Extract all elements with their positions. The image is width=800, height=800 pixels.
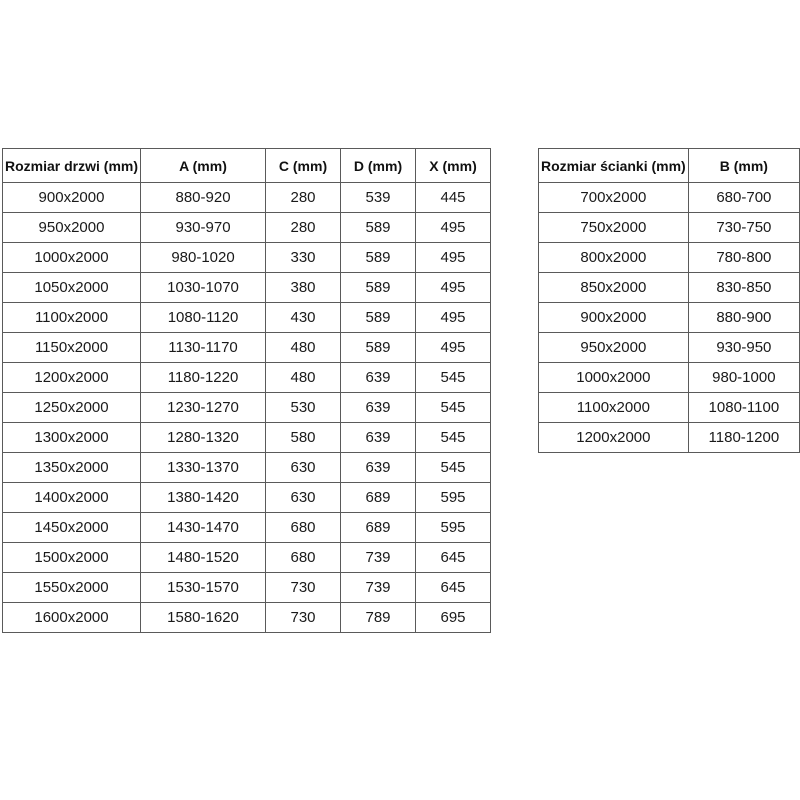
column-header: C (mm) xyxy=(266,149,341,183)
table-cell: 430 xyxy=(266,303,341,333)
table-cell: 639 xyxy=(341,423,416,453)
table-cell: 1100x2000 xyxy=(3,303,141,333)
table-cell: 1180-1200 xyxy=(688,423,799,453)
table-cell: 280 xyxy=(266,183,341,213)
table-cell: 495 xyxy=(416,303,491,333)
table-cell: 930-950 xyxy=(688,333,799,363)
table-cell: 830-850 xyxy=(688,273,799,303)
table-cell: 1080-1120 xyxy=(141,303,266,333)
table-cell: 739 xyxy=(341,543,416,573)
table-cell: 630 xyxy=(266,453,341,483)
table-cell: 1400x2000 xyxy=(3,483,141,513)
table-cell: 850x2000 xyxy=(539,273,689,303)
table-cell: 1080-1100 xyxy=(688,393,799,423)
table-cell: 739 xyxy=(341,573,416,603)
table-cell: 900x2000 xyxy=(539,303,689,333)
table-row xyxy=(539,423,800,453)
table-cell: 1230-1270 xyxy=(141,393,266,423)
table-row xyxy=(3,303,491,333)
table-cell: 1200x2000 xyxy=(3,363,141,393)
table-cell: 730-750 xyxy=(688,213,799,243)
table-cell: 380 xyxy=(266,273,341,303)
table-row xyxy=(539,243,800,273)
table-row xyxy=(3,333,491,363)
table-cell: 700x2000 xyxy=(539,183,689,213)
table-cell: 280 xyxy=(266,213,341,243)
table-cell: 980-1000 xyxy=(688,363,799,393)
table-cell: 595 xyxy=(416,483,491,513)
table-cell: 530 xyxy=(266,393,341,423)
table-cell: 480 xyxy=(266,363,341,393)
table-row xyxy=(3,453,491,483)
table-row xyxy=(3,423,491,453)
table-cell: 950x2000 xyxy=(539,333,689,363)
table-cell: 545 xyxy=(416,393,491,423)
table-cell: 330 xyxy=(266,243,341,273)
table-cell: 730 xyxy=(266,603,341,633)
table-cell: 545 xyxy=(416,363,491,393)
table-cell: 680 xyxy=(266,543,341,573)
table-cell: 1450x2000 xyxy=(3,513,141,543)
table-row xyxy=(3,513,491,543)
table-cell: 980-1020 xyxy=(141,243,266,273)
column-header: Rozmiar ścianki (mm) xyxy=(539,149,689,183)
table-cell: 1600x2000 xyxy=(3,603,141,633)
table-cell: 580 xyxy=(266,423,341,453)
table-row xyxy=(3,393,491,423)
table-row xyxy=(539,333,800,363)
table-cell: 589 xyxy=(341,213,416,243)
table-cell: 780-800 xyxy=(688,243,799,273)
table-row xyxy=(3,573,491,603)
table-cell: 1530-1570 xyxy=(141,573,266,603)
table-cell: 880-920 xyxy=(141,183,266,213)
column-header: D (mm) xyxy=(341,149,416,183)
table-row xyxy=(3,483,491,513)
table-cell: 1300x2000 xyxy=(3,423,141,453)
table-cell: 589 xyxy=(341,273,416,303)
table-cell: 1030-1070 xyxy=(141,273,266,303)
header-row xyxy=(539,149,800,183)
table-row xyxy=(3,213,491,243)
table-row xyxy=(3,273,491,303)
table-cell: 800x2000 xyxy=(539,243,689,273)
table-cell: 1430-1470 xyxy=(141,513,266,543)
table-cell: 1200x2000 xyxy=(539,423,689,453)
table-cell: 1330-1370 xyxy=(141,453,266,483)
table-cell: 789 xyxy=(341,603,416,633)
table-cell: 539 xyxy=(341,183,416,213)
table-cell: 589 xyxy=(341,303,416,333)
table-cell: 1380-1420 xyxy=(141,483,266,513)
table-cell: 639 xyxy=(341,393,416,423)
table-cell: 639 xyxy=(341,453,416,483)
table-cell: 1500x2000 xyxy=(3,543,141,573)
table-cell: 689 xyxy=(341,513,416,543)
table-cell: 1480-1520 xyxy=(141,543,266,573)
header-row xyxy=(3,149,491,183)
table-row xyxy=(3,363,491,393)
table-cell: 639 xyxy=(341,363,416,393)
table-cell: 495 xyxy=(416,213,491,243)
table-cell: 645 xyxy=(416,573,491,603)
table-cell: 1180-1220 xyxy=(141,363,266,393)
table-row xyxy=(539,213,800,243)
table-cell: 495 xyxy=(416,243,491,273)
table-cell: 1130-1170 xyxy=(141,333,266,363)
table-cell: 1150x2000 xyxy=(3,333,141,363)
table-row xyxy=(3,243,491,273)
table-cell: 589 xyxy=(341,333,416,363)
table-cell: 1250x2000 xyxy=(3,393,141,423)
table-cell: 545 xyxy=(416,453,491,483)
table-row xyxy=(539,303,800,333)
column-header: Rozmiar drzwi (mm) xyxy=(3,149,141,183)
table-row xyxy=(3,603,491,633)
table-cell: 1000x2000 xyxy=(539,363,689,393)
table-cell: 1000x2000 xyxy=(3,243,141,273)
table-cell: 480 xyxy=(266,333,341,363)
table-cell: 495 xyxy=(416,333,491,363)
wall-panel-sizes-table xyxy=(538,148,800,453)
table-cell: 689 xyxy=(341,483,416,513)
door-sizes-table xyxy=(2,148,491,633)
table-row xyxy=(539,393,800,423)
table-cell: 445 xyxy=(416,183,491,213)
table-cell: 900x2000 xyxy=(3,183,141,213)
table-cell: 545 xyxy=(416,423,491,453)
table-cell: 1350x2000 xyxy=(3,453,141,483)
table-cell: 750x2000 xyxy=(539,213,689,243)
table-cell: 495 xyxy=(416,273,491,303)
table-cell: 1050x2000 xyxy=(3,273,141,303)
table-cell: 695 xyxy=(416,603,491,633)
table-cell: 645 xyxy=(416,543,491,573)
table-cell: 680 xyxy=(266,513,341,543)
table-row xyxy=(3,183,491,213)
table-cell: 1280-1320 xyxy=(141,423,266,453)
column-header: X (mm) xyxy=(416,149,491,183)
table-cell: 930-970 xyxy=(141,213,266,243)
table-cell: 1580-1620 xyxy=(141,603,266,633)
table-cell: 630 xyxy=(266,483,341,513)
table-cell: 680-700 xyxy=(688,183,799,213)
table-cell: 1550x2000 xyxy=(3,573,141,603)
table-cell: 589 xyxy=(341,243,416,273)
table-cell: 880-900 xyxy=(688,303,799,333)
table-row xyxy=(3,543,491,573)
table-cell: 950x2000 xyxy=(3,213,141,243)
table-row xyxy=(539,363,800,393)
table-cell: 595 xyxy=(416,513,491,543)
column-header: B (mm) xyxy=(688,149,799,183)
table-row xyxy=(539,273,800,303)
column-header: A (mm) xyxy=(141,149,266,183)
table-cell: 1100x2000 xyxy=(539,393,689,423)
table-row xyxy=(539,183,800,213)
table-cell: 730 xyxy=(266,573,341,603)
